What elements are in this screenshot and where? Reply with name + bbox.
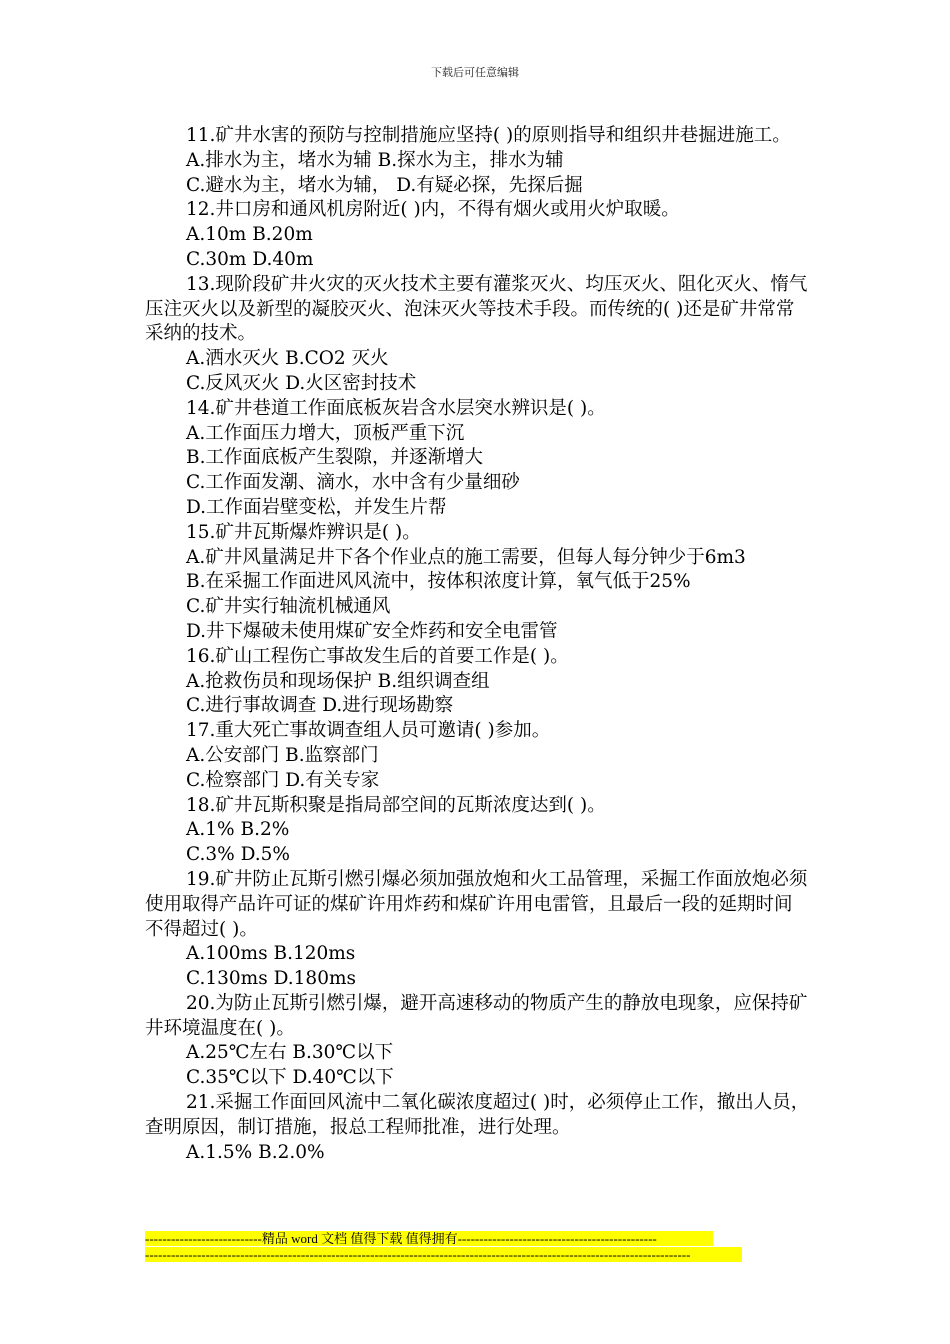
question-text: 17.重大死亡事故调查组人员可邀请( )参加。	[186, 720, 551, 742]
question-text: 14.矿井巷道工作面底板灰岩含水层突水辨识是( )。	[186, 397, 606, 419]
answer-options: A.25℃左右 B.30℃以下	[186, 1042, 394, 1064]
answer-options: C.进行事故调查 D.进行现场勘察	[186, 695, 454, 717]
page-header: 下载后可任意编辑	[431, 66, 519, 79]
question-text: 11.矿井水害的预防与控制措施应坚持( )的原则指导和组织井巷掘进施工。	[186, 125, 791, 146]
document-body	[145, 124, 810, 1165]
answer-options: A.10m B.20m	[186, 224, 313, 246]
answer-options: C.矿井实行轴流机械通风	[186, 596, 391, 618]
question-text: 12.井口房和通风机房附近( )内，不得有烟火或用火炉取暖。	[186, 199, 680, 221]
answer-options: C.检察部门 D.有关专家	[186, 769, 380, 791]
answer-options: C.35℃以下 D.40℃以下	[186, 1067, 394, 1089]
answer-options: D.井下爆破未使用煤矿安全炸药和安全电雷管	[186, 620, 558, 642]
answer-options: C.130ms D.180ms	[186, 968, 357, 990]
answer-options: C.反风灭火 D.火区密封技术	[186, 372, 417, 394]
answer-options: A.1.5% B.2.0%	[186, 1141, 325, 1163]
footer-banner: ---------------------------精品 word 文档 值得下载 值得拥有----------------------------------------------	[145, 1231, 713, 1246]
answer-options: A.100ms B.120ms	[186, 943, 356, 965]
answer-options: A.洒水灭火 B.CO2 灭火	[186, 348, 389, 370]
answer-options: A.排水为主，堵水为辅 B.探水为主，排水为辅	[186, 149, 564, 171]
answer-options: D.工作面岩壁变松，并发生片帮	[186, 496, 447, 518]
answer-options: B.在采掘工作面进风风流中，按体积浓度计算，氧气低于25%	[186, 571, 691, 593]
answer-options: A.1% B.2%	[186, 819, 290, 841]
answer-options: C.避水为主，堵水为辅， D.有疑必探，先探后掘	[186, 174, 583, 196]
answer-options: C.3% D.5%	[186, 844, 291, 866]
question-text: 18.矿井瓦斯积聚是指局部空间的瓦斯浓度达到( )。	[186, 794, 606, 816]
question-text: 16.矿山工程伤亡事故发生后的首要工作是( )。	[186, 645, 569, 667]
answer-options: C.30m D.40m	[186, 248, 314, 270]
answer-options: C.工作面发潮、滴水，水中含有少量细砂	[186, 472, 520, 494]
answer-options: A.工作面压力增大，顶板严重下沉	[186, 422, 465, 444]
question-text: 20.为防止瓦斯引燃引爆，避开高速移动的物质产生的静放电现象，应保持矿井环境温度在( )。	[145, 992, 808, 1039]
footer-separator: ------------------------------------------------------------------------------------------------------------------------------	[145, 1247, 742, 1262]
answer-options: A.抢救伤员和现场保护 B.组织调查组	[186, 670, 490, 692]
question-text: 15.矿井瓦斯爆炸辨识是( )。	[186, 521, 421, 543]
question-text: 21.采掘工作面回风流中二氧化碳浓度超过( )时，必须停止工作，撤出人员，查明原因，制订措施，报总工程师批准，进行处理。	[145, 1092, 810, 1138]
question-text: 19.矿井防止瓦斯引燃引爆必须加强放炮和火工品管理，采掘工作面放炮必须使用取得产品许可证的煤矿许用炸药和煤矿许用电雷管，且最后一段的延期时间不得超过( )。	[145, 868, 808, 940]
question-text: 13.现阶段矿井火灾的灭火技术主要有灌浆灭火、均压灭火、阻化灭火、惰气压注灭火以及新型的凝胶灭火、泡沫灭火等技术手段。而传统的( )还是矿井常常采纳的技术。	[145, 273, 808, 345]
answer-options: B.工作面底板产生裂隙，并逐渐增大	[186, 447, 483, 469]
answer-options: A.公安部门 B.监察部门	[186, 744, 379, 766]
answer-options: A.矿井风量满足井下各个作业点的施工需要，但每人每分钟少于6m3	[186, 546, 746, 568]
